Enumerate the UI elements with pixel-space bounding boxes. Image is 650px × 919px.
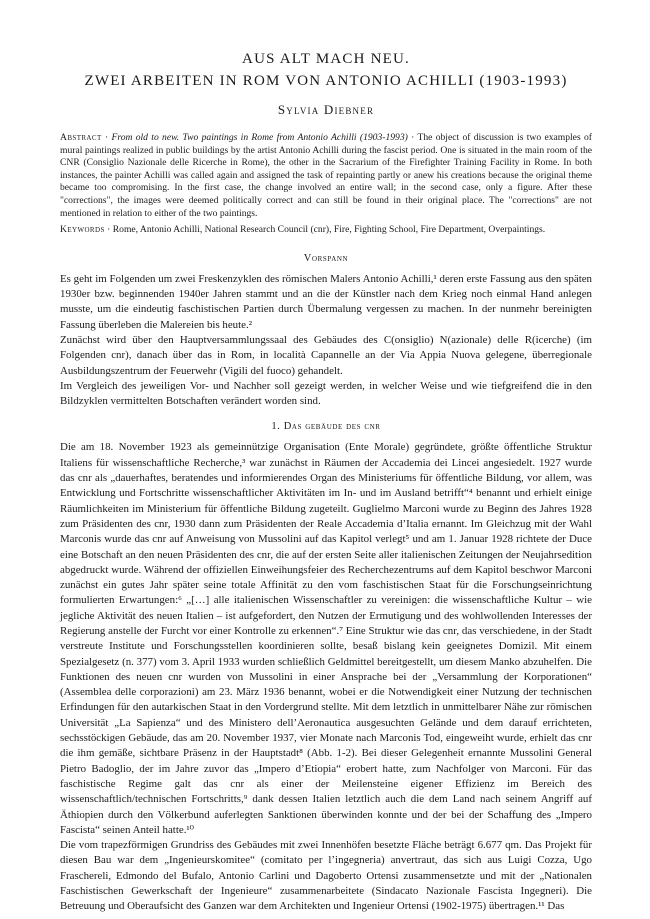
abstract-sep: · xyxy=(101,132,112,143)
section-cnr-body xyxy=(60,440,592,914)
keywords-label: Keywords xyxy=(60,224,105,236)
paragraph: Es geht im Folgenden um zwei Freskenzyklen des römischen Malers Antonio Achilli,¹ deren erste Fassung aus den späten 1930er bzw. beginnenden 1940er Jahren stammt und an die der Künstler nach dem Krieg noch einmal Hand anlegen musste, um die eindeutig faschistischen Partien durch Übermalung vergessen zu machen. In der nunmehr bereinigten Fassung überleben die Malereien bis heute.² xyxy=(60,272,592,331)
section-heading-vorspann: Vorspann xyxy=(303,252,349,264)
article-title xyxy=(60,48,592,92)
section-heading-cnr: 1. Das gebäude des cnr xyxy=(271,421,381,433)
abstract-text: · The object of discussion is two examples of mural paintings realized in public buildings by the artist Antonio Achilli during the fascist period. One is situated in the main room of the CNR (Consiglio Nazionale delle Ricerche in Rome), the other in the Sacrarium of the Firefighter Training Facility in Rome. In both instances, the painter Achilli was called again and assigned the task of repainting partly or anew his creations because the original theme became too compromising. In the first case, the change involved an entire wall; in the second case, only a figure. After these "corrections", the images were deemed politically correct and can still be found in their original place. The "corrections" are not mentioned in relation to either of the two paintings. xyxy=(60,132,592,219)
author-name: Sylvia Diebner xyxy=(277,102,375,117)
title-line-2: ZWEI ARBEITEN IN ROM VON ANTONIO ACHILLI (1903-1993) xyxy=(84,73,568,89)
paragraph: Zunächst wird über den Hauptversammlungssaal des Gebäudes des C(onsiglio) N(azionale) delle R(icerche) (im Folgenden cnr), danach über das in Rom, in località Capannelle an der Via Appia Nuova gelegene, überregionale Ausbildungszentrum der Feuerwehr (Vigili del fuoco) gehandelt. xyxy=(60,333,592,377)
keywords xyxy=(60,224,592,237)
paragraph: Die vom trapezförmigen Grundriss des Gebäudes mit zwei Innenhöfen besetzte Fläche beträgt 6.677 qm. Das Projekt für diesen Bau war dem „Ingenieurskomitee“ (comitato per l’ingegneria) anvertraut, das sich aus Luigi Cozza, Ugo Fraschereli, Edmondo del Bufalo, Antonio Carlini und Dagoberto Ortensi zusammensetzte und mit der „Nationalen Faschistischen Gewerkschaft der Ingenieure“ zusammenarbeitete (Sindacato Nazionale Fascista Ingegneri). Die Betreuung und Oberaufsicht des Ganzen war dem Architekten und Ingenieur Ortensi (1902-1975) übertragen.¹¹ Das xyxy=(60,839,592,913)
abstract-title: From old to new. Two paintings in Rome from Antonio Achilli (1903-1993) xyxy=(111,132,408,143)
abstract-label: Abstract xyxy=(60,132,102,143)
section-vorspann-body xyxy=(60,272,592,410)
paragraph: Im Vergleich des jeweiligen Vor- und Nachher soll gezeigt werden, in welcher Weise und wie tiefgreifend die in den Bildzyklen vermittelten Botschaften verändert worden sind. xyxy=(60,379,592,408)
keywords-text: · Rome, Antonio Achilli, National Research Council (cnr), Fire, Fighting School, Fire Department, Overpaintings. xyxy=(104,224,546,236)
paragraph: Die am 18. November 1923 als gemeinnützige Organisation (Ente Morale) gegründete, größte öffentliche Struktur Italiens für wissenschaftliche Recherche,³ war zunächst in Räumen der Accademia dei Lincei angesiedelt. 1927 wurde das cnr als „dauerhaftes, beratendes und informierendes Organ des Ministeriums für öffentliche Bildung, vor allem, was Entwicklung und Fortschritte wissenschaftlicher Aktivitäten im In- und im Ausland betrifft“⁴ benannt und erhielt einige Räumlichkeiten im Ministerium für öffentliche Bildung zugeteilt. Guglielmo Marconi wurde zu Beginn des Jahres 1928 zum Präsidenten des cnr, 1930 dann zum Präsidenten der Reale Accademia d’Italia ernannt. Im Gleichzug mit der Wahl Marconis wurde das cnr auf Anweisung von Mussolini auf das Kapitol verlegt⁵ und am 1. Januar 1928 richtete der Duce eine Botschaft an den neuen Präsidenten des cnr, die auf der ersten Seite aller italienischen Zeitungen der Neujahrsedition abgedruckt wurde. Während der offiziellen Einweihungsfeier des Recherchezentrums auf dem Kapitol beschwor Marconi zunächst ein gutes Jahr später seine totale Affinität zu den vom faschistischen Staat für die Forschungseinrichtung formulierten Erwartungen:⁶ „[…] alle italienischen Wissenschaftler zu vereinigen: die wissenschaftliche Kultur – wie jegliche Aktivität des neuen Italien – ist aufgefordert, den Nutzen der Ermutigung und des wohlwollenden Interesses der Regierung anstelle der Furcht vor einer Kontrolle zu erkennen“.⁷ Eine Struktur wie das cnr, das verschiedene, in der Stadt verstreute Institute und Forschungsstellen koordinieren sollte, besaß bislang kein geeignetes Domizil. Mit einem Spezialgesetz (n. 377) vom 3. April 1933 wurden schließlich Geldmittel bereitgestellt, um diesem Manko abzuhelfen. Die Funktionen des neuen cnr wurden von Mussolini in einer Ansprache bei der „Versammlung der Korporationen“ (Assemblea delle corporazioni) am 23. März 1936 benannt, wobei er die Notwendigkeit einer Nutzung der technischen Erfindungen für den autarkischen Staat in den Vordergrund stellte. Mit dem letztlich in unmittelbarer Nähe zur römischen Universität „La Sapienza“ und des Ministero dell’Aeronautica ausgesuchten Gelände und dem darauf errichteten, sechsstöckigen Gebäude, das am 20. November 1937, vier Monate nach Marconis Tod, eingeweiht wurde, erhielt das cnr die ihm gemäße, sichtbare Präsenz in der Hauptstadt⁸ (Abb. 1-2). Bei dieser Gelegenheit ernannte Mussolini General Pietro Badoglio, der im Jahre zuvor das „Impero d’Etiopia“ erobert hatte, zum Nachfolger von Marconi. Für das faschistische Regime galt das cnr als einer der Meilensteine eigener Effizienz im Bereich des wissenschaftlich/technischen Fortschritts,⁹ dank dessen Italien letztlich auch die dem Land nach seinem Angriff auf Äthiopien durch den Völkerbund auferlegten Sanktionen überwinden konnte und der bei der Schaffung des „Impero Fascista“ seinen Anteil hatte.¹⁰ xyxy=(60,441,592,836)
article-page xyxy=(60,48,592,915)
title-line-1: AUS ALT MACH NEU. xyxy=(242,51,410,67)
abstract xyxy=(60,132,592,220)
